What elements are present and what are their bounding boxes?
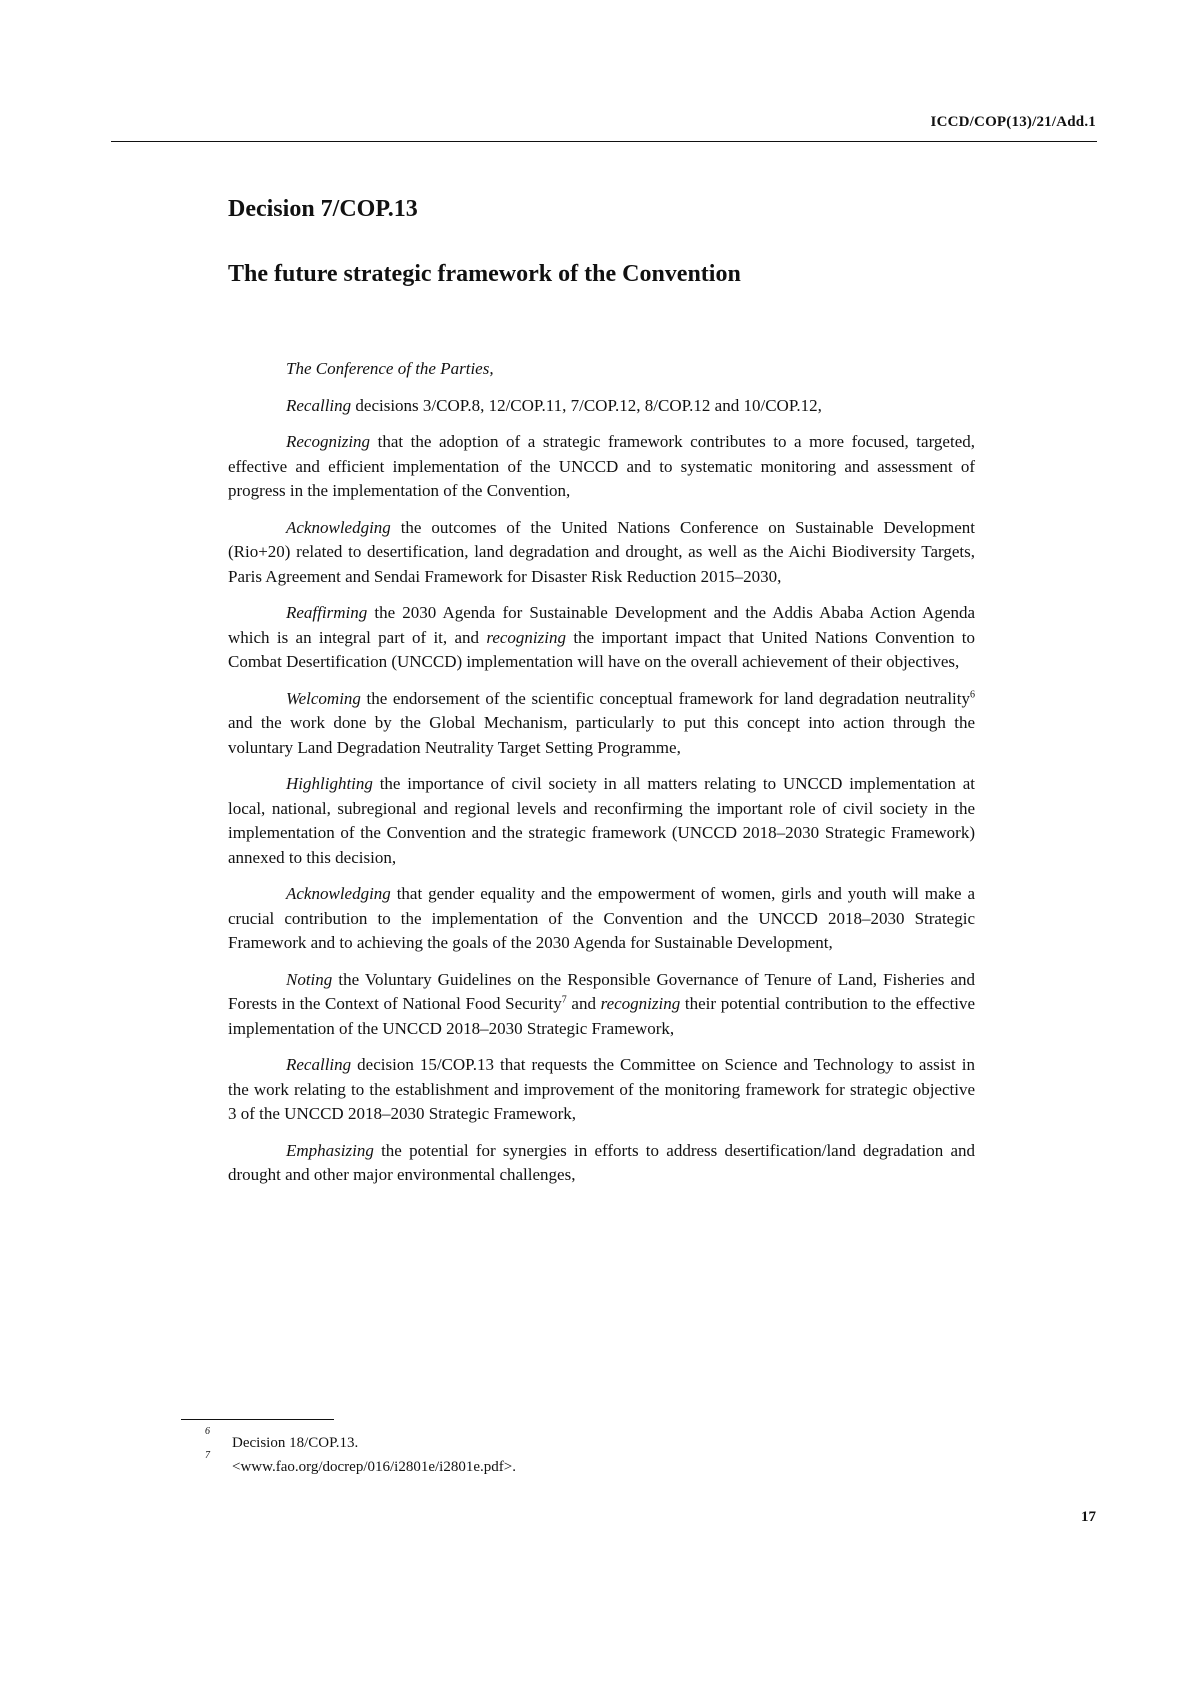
page-number: 17 — [1081, 1509, 1096, 1525]
document-body — [228, 357, 975, 1200]
paragraph-noting — [228, 968, 975, 1042]
para-text: and the work done by the Global Mechanism, particularly to put this concept into action through the voluntary Land Degradation Neutrality Target Setting Programme, — [228, 713, 975, 757]
header-divider — [111, 141, 1097, 142]
para-lead: Recognizing — [286, 432, 371, 451]
para-text: that gender equality and the empowerment of women, girls and youth will make a crucial contribution to the implementation of the Convention and the UNCCD 2018–2030 Strategic Framework and to achieving the goals of the 2030 Agenda for Sustainable Development, — [228, 884, 975, 952]
document-code: ICCD/COP(13)/21/Add.1 — [930, 114, 1096, 130]
paragraph-welcoming — [228, 687, 975, 761]
paragraph-recalling-decision — [228, 1053, 975, 1127]
paragraph-recalling — [228, 394, 975, 419]
para-text: the endorsement of the scientific conceptual framework for land degradation neutrality — [360, 688, 970, 708]
paragraph-acknowledging — [228, 516, 975, 590]
footnote-item — [205, 1426, 516, 1455]
paragraph-recognizing — [228, 430, 975, 504]
paragraph-highlighting — [228, 772, 975, 870]
decision-subtitle: The future strategic framework of the Convention — [228, 261, 741, 287]
footnote-ref: 7 — [561, 994, 567, 1006]
para-lead: Recalling — [286, 395, 352, 415]
paragraph-conference — [228, 357, 975, 382]
para-lead: Highlighting — [286, 774, 373, 793]
para-text: the potential for synergies in efforts to address desertification/land degradation and drought and other major environmental challenges, — [228, 1140, 975, 1184]
para-lead: Recalling — [286, 1055, 352, 1074]
para-lead: Acknowledging — [286, 884, 391, 903]
footnote-text: Decision 18/COP.13. — [232, 1435, 359, 1451]
para-lead: The Conference of the Parties, — [286, 359, 494, 378]
decision-title: Decision 7/COP.13 — [228, 196, 418, 222]
para-text: decision 15/COP.13 that requests the Committee on Science and Technology to assist in the work relating to the establishment and improvement of the monitoring framework for strategic objective 3 of the UNCCD 2018–2030 Strategic Framework, — [228, 1055, 975, 1123]
para-text: their potential contribution to the effective implementation of the UNCCD 2018–2030 Strategic Framework, — [228, 994, 975, 1038]
para-lead: Noting — [286, 969, 333, 989]
footnote-item — [205, 1450, 516, 1479]
para-lead: recognizing — [486, 627, 566, 647]
para-lead: Emphasizing — [286, 1140, 374, 1160]
para-text: that the adoption of a strategic framework contributes to a more focused, targeted, effective and efficient implementation of the UNCCD and to systematic monitoring and assessment of progress in the implementation of the Convention, — [228, 432, 975, 500]
footnote-ref: 6 — [970, 688, 975, 700]
para-lead: Welcoming — [286, 688, 361, 708]
para-text: the important impact that United Nations Convention to Combat Desertification (UNCCD) implementation will have on the overall achievement of their objectives, — [228, 627, 975, 671]
para-lead: recognizing — [600, 994, 681, 1013]
para-text: the outcomes of the United Nations Conference on Sustainable Development (Rio+20) related to desertification, land degradation and drought, as well as the Aichi Biodiversity Targets, Paris Agreement and Sendai Framework for Disaster Risk Reduction 2015–2030, — [228, 517, 975, 586]
footnote-divider — [181, 1419, 334, 1420]
footnote-link[interactable]: <www.fao.org/docrep/016/i2801e/i2801e.pdf>. — [232, 1459, 516, 1475]
para-text: the importance of civil society in all matters relating to UNCCD implementation at local, national, subregional and regional levels and reconfirming the important role of civil society in the implementation of the Convention and the strategic framework (UNCCD 2018–2030 Strategic Framework) annexed to this decision, — [228, 774, 975, 867]
para-lead: Acknowledging — [286, 517, 391, 537]
para-lead: Reaffirming — [286, 603, 368, 622]
paragraph-reaffirming — [228, 601, 975, 675]
para-text: and — [566, 994, 601, 1013]
para-text: decisions 3/COP.8, 12/COP.11, 7/COP.12, 8/COP.12 and 10/COP.12, — [351, 395, 822, 415]
footnote-number: 7 — [205, 1450, 210, 1461]
footnotes — [205, 1426, 516, 1479]
paragraph-emphasizing — [228, 1139, 975, 1188]
para-text: the Voluntary Guidelines on the Responsible Governance of Tenure of Land, Fisheries and Forests in the Context of National Food Security — [228, 969, 975, 1013]
footnote-number: 6 — [205, 1426, 210, 1437]
para-text: the 2030 Agenda for Sustainable Development and the Addis Ababa Action Agenda which is an integral part of it, and — [228, 603, 975, 647]
paragraph-acknowledging-gender — [228, 882, 975, 956]
